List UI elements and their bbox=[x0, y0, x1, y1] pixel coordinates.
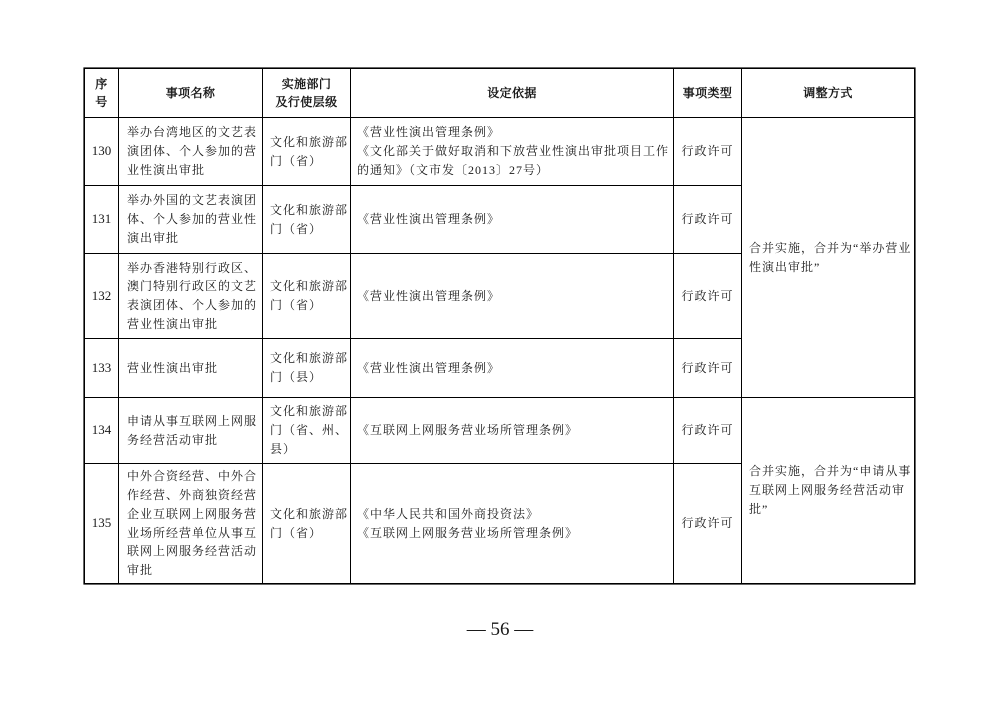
cell-item-name bbox=[119, 464, 263, 584]
header-legal-basis: 设定依据 bbox=[351, 69, 674, 118]
cell-seq-no: 135 bbox=[85, 464, 119, 584]
cell-item-type: 行政许可 bbox=[674, 398, 742, 464]
department-line: 门（省） bbox=[270, 298, 323, 312]
item-name-line: 举办台湾地区的文艺表 bbox=[127, 125, 258, 140]
header-line: 实施部门 bbox=[281, 77, 332, 91]
items-table bbox=[84, 68, 915, 584]
cell-seq-no: 131 bbox=[85, 186, 119, 254]
department-line: 文化和旅游部 bbox=[270, 404, 349, 419]
adjustment-line: 批” bbox=[749, 501, 769, 516]
cell-legal-basis bbox=[351, 464, 674, 584]
adjustment-line: 合并实施，合并为“举办营业 bbox=[749, 240, 912, 255]
cell-seq-no: 132 bbox=[85, 254, 119, 339]
cell-legal-basis bbox=[351, 118, 674, 186]
department-line: 门（省、州、 bbox=[270, 423, 349, 438]
item-name-line: 审批 bbox=[127, 562, 154, 577]
basis-line: 《营业性演出管理条例》 bbox=[357, 288, 501, 303]
header-seq-no bbox=[85, 69, 119, 118]
item-name-line: 表演团体、个人参加的 bbox=[127, 298, 258, 312]
cell-item-type: 行政许可 bbox=[674, 339, 742, 398]
cell-item-type: 行政许可 bbox=[674, 464, 742, 584]
header-item-name: 事项名称 bbox=[119, 69, 263, 118]
item-name-line: 企业互联网上网服务营 bbox=[127, 506, 258, 521]
item-name-line: 举办外国的文艺表演团 bbox=[127, 193, 258, 208]
header-line: 序 bbox=[95, 77, 108, 91]
cell-item-name bbox=[119, 186, 263, 254]
cell-item-name bbox=[119, 339, 263, 398]
cell-department bbox=[263, 464, 351, 584]
header-line: 号 bbox=[95, 95, 108, 109]
cell-department bbox=[263, 118, 351, 186]
cell-seq-no: 133 bbox=[85, 339, 119, 398]
basis-line: 的通知》（文市发〔2013〕27号） bbox=[357, 162, 550, 177]
basis-line: 《互联网上网服务营业场所管理条例》 bbox=[357, 525, 579, 540]
item-name-line: 营业性演出审批 bbox=[127, 360, 219, 375]
item-name-line: 澳门特别行政区的文艺 bbox=[127, 279, 258, 294]
item-name-line: 联网上网服务经营活动 bbox=[127, 544, 258, 559]
item-name-line: 体、个人参加的营业性 bbox=[127, 212, 258, 227]
item-name-line: 务经营活动审批 bbox=[127, 432, 219, 447]
cell-adjustment-merged bbox=[742, 398, 915, 584]
cell-seq-no: 134 bbox=[85, 398, 119, 464]
cell-department bbox=[263, 254, 351, 339]
department-line: 门（省） bbox=[270, 153, 323, 168]
basis-line: 《营业性演出管理条例》 bbox=[357, 212, 501, 227]
header-department bbox=[263, 69, 351, 118]
cell-item-type: 行政许可 bbox=[674, 118, 742, 186]
department-line: 县） bbox=[270, 441, 297, 456]
department-line: 门（省） bbox=[270, 525, 323, 540]
header-line: 及行使层级 bbox=[275, 95, 338, 109]
item-name-line: 作经营、外商独资经营 bbox=[127, 488, 258, 503]
cell-adjustment-merged bbox=[742, 118, 915, 398]
item-name-line: 业性演出审批 bbox=[127, 162, 206, 177]
department-line: 文化和旅游部 bbox=[270, 506, 349, 521]
page-number: — 56 — bbox=[466, 619, 534, 640]
cell-item-type: 行政许可 bbox=[674, 186, 742, 254]
cell-department bbox=[263, 186, 351, 254]
item-name-line: 举办香港特别行政区、 bbox=[127, 260, 258, 275]
department-line: 文化和旅游部 bbox=[270, 134, 349, 149]
adjustment-line: 合并实施，合并为“申请从事 bbox=[749, 464, 912, 479]
cell-seq-no: 130 bbox=[85, 118, 119, 186]
item-name-line: 演出审批 bbox=[127, 230, 180, 245]
item-name-line: 中外合资经营、中外合 bbox=[127, 469, 258, 484]
cell-legal-basis bbox=[351, 186, 674, 254]
department-line: 文化和旅游部 bbox=[270, 202, 349, 217]
cell-item-name bbox=[119, 254, 263, 339]
cell-legal-basis bbox=[351, 254, 674, 339]
cell-item-name bbox=[119, 398, 263, 464]
header-item-type: 事项类型 bbox=[674, 69, 742, 118]
basis-line: 《营业性演出管理条例》 bbox=[357, 125, 501, 140]
cell-department bbox=[263, 398, 351, 464]
basis-line: 《营业性演出管理条例》 bbox=[357, 360, 501, 375]
basis-line: 《中华人民共和国外商投资法》 bbox=[357, 506, 540, 521]
department-line: 门（省） bbox=[270, 221, 323, 236]
department-line: 文化和旅游部 bbox=[270, 351, 349, 366]
department-line: 文化和旅游部 bbox=[270, 279, 349, 294]
adjustment-line: 互联网上网服务经营活动审 bbox=[749, 483, 906, 498]
cell-legal-basis bbox=[351, 339, 674, 398]
basis-line: 《互联网上网服务营业场所管理条例》 bbox=[357, 423, 579, 438]
department-line: 门（县） bbox=[270, 370, 323, 384]
basis-line: 《文化部关于做好取消和下放营业性演出审批项目工作 bbox=[357, 144, 670, 159]
cell-item-type: 行政许可 bbox=[674, 254, 742, 339]
cell-item-name bbox=[119, 118, 263, 186]
item-name-line: 业场所经营单位从事互 bbox=[127, 525, 258, 540]
item-name-line: 申请从事互联网上网服 bbox=[127, 413, 258, 428]
item-name-line: 演团体、个人参加的营 bbox=[127, 144, 258, 159]
adjustment-line: 性演出审批” bbox=[749, 259, 821, 274]
header-adjustment: 调整方式 bbox=[742, 69, 915, 118]
cell-department bbox=[263, 339, 351, 398]
cell-legal-basis bbox=[351, 398, 674, 464]
item-name-line: 营业性演出审批 bbox=[127, 316, 219, 331]
